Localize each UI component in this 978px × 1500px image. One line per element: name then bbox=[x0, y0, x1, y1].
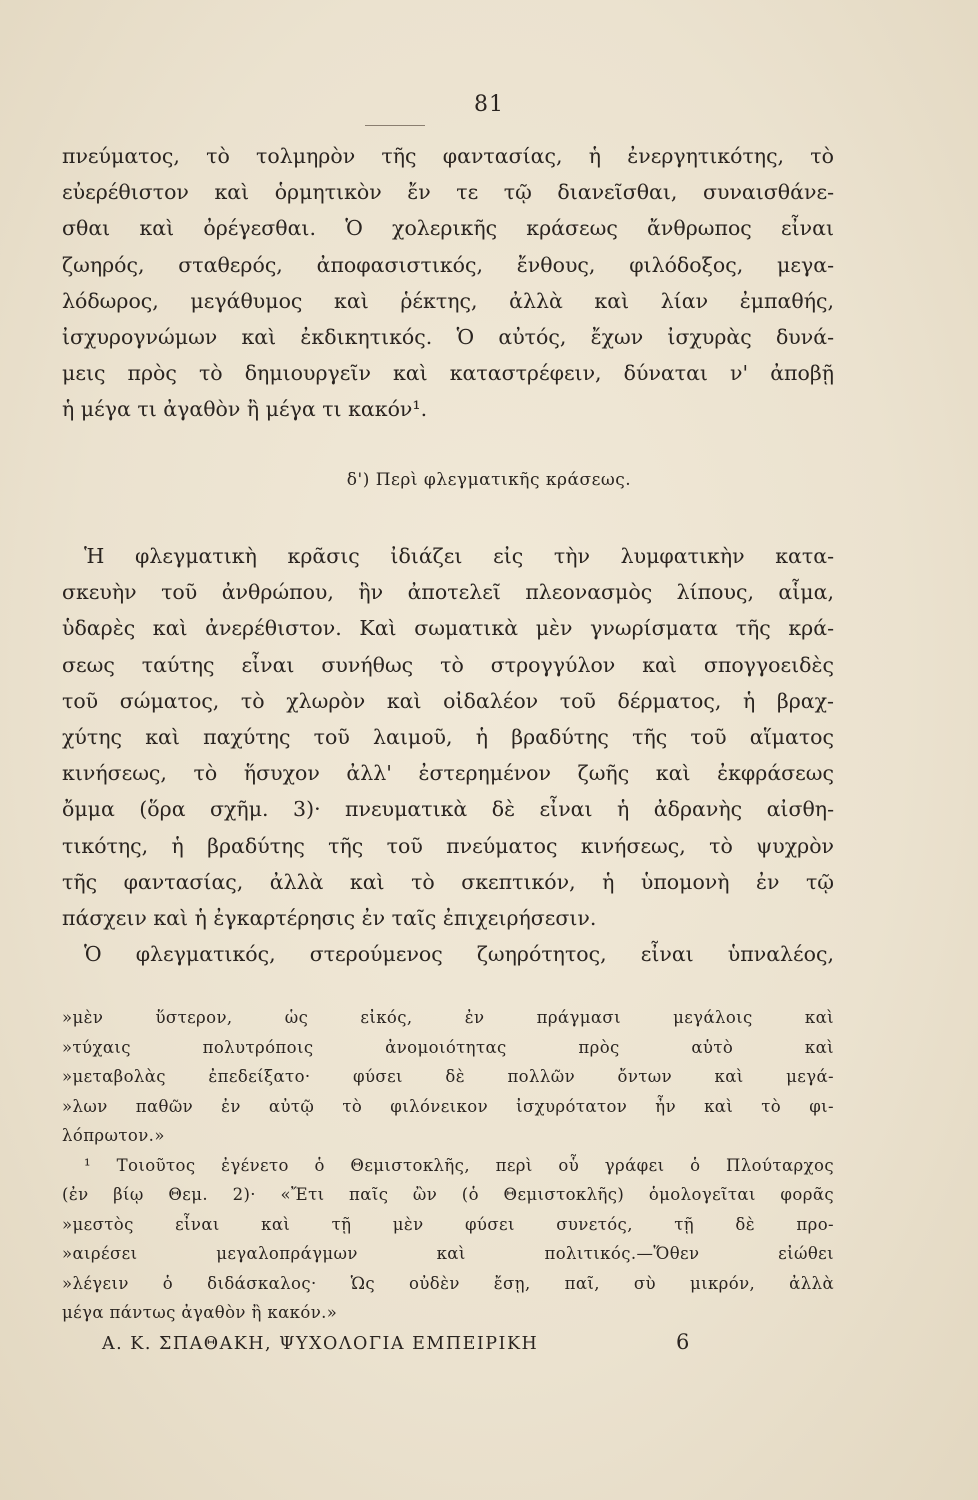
text-line: Ἡ φλεγματικὴ κρᾶσις ἰδιάζει εἰς τὴν λυμφατικὴν κατα- bbox=[84, 544, 834, 568]
footnote-block bbox=[62, 1003, 834, 1328]
text-line: ὑδαρὲς καὶ ἀνερέθιστον. Καὶ σωματικὰ μὲν γνωρίσματα τῆς κρά- bbox=[62, 616, 834, 641]
page-number: 81 bbox=[474, 92, 504, 117]
text-line: πνεύματος, τὸ τολμηρὸν τῆς φαντασίας, ἡ ἐνεργητικότης, τὸ bbox=[62, 144, 834, 168]
paragraph-1 bbox=[62, 138, 834, 428]
text-line: τῆς φαντασίας, ἀλλὰ καὶ τὸ σκεπτικόν, ἡ ὑπομονὴ ἐν τῷ bbox=[62, 869, 834, 894]
text-line: λόδωρος, μεγάθυμος καὶ ῥέκτης, ἀλλὰ καὶ λίαν ἐμπαθής, bbox=[62, 288, 834, 313]
footnote-line: λόπρωτον.» bbox=[62, 1126, 165, 1145]
paragraph-3-first-line: Ὁ φλεγματικός, στερούμενος ζωηρότητος, εἶναι ὑπναλέος, bbox=[84, 942, 834, 967]
footnote-line: »μεστὸς εἶναι καὶ τῇ μὲν φύσει συνετός, τῇ δὲ προ- bbox=[62, 1214, 834, 1234]
section-heading: δ') Περὶ φλεγματικῆς κράσεως. bbox=[346, 470, 632, 490]
text-line: σεως ταύτης εἶναι συνήθως τὸ στρογγύλον καὶ σπογγοειδὲς bbox=[62, 652, 834, 677]
text-line: τοῦ σώματος, τὸ χλωρὸν καὶ οἰδαλέον τοῦ δέρματος, ἡ βραχ- bbox=[62, 688, 834, 713]
footnote-line: »αιρέσει μεγαλοπράγμων καὶ πολιτικός.—Ὅθεν εἰώθει bbox=[62, 1244, 834, 1263]
footnote-line: »μεταβολὰς ἐπεδείξατο· φύσει δὲ πολλῶν ὄντων καὶ μεγά- bbox=[62, 1067, 834, 1086]
text-line: σθαι καὶ ὀρέγεσθαι. Ὁ χολερικῆς κράσεως ἄνθρωπος εἶναι bbox=[62, 216, 834, 241]
footnote-line: »τύχαις πολυτρόποις ἀνομοιότητας πρὸς αὑτὸ καὶ bbox=[62, 1037, 834, 1057]
paragraph-2 bbox=[62, 538, 834, 972]
footer-signature: Α. Κ. ΣΠΑΘΑΚΗ, ΨΥΧΟΛΟΓΙΑ ΕΜΠΕΙΡΙΚΗ bbox=[102, 1334, 539, 1354]
text-line: ἰσχυρογνώμων καὶ ἐκδικητικός. Ὁ αὐτός, ἔχων ἰσχυρὰς δυνά- bbox=[62, 324, 834, 349]
footnote-line: ¹ Τοιοῦτος ἐγένετο ὁ Θεμιστοκλῆς, περὶ οὗ γράφει ὁ Πλούταρχος bbox=[84, 1155, 834, 1175]
text-line: σκευὴν τοῦ ἀνθρώπου, ἣν ἀποτελεῖ πλεονασμὸς λίπους, αἷμα, bbox=[62, 580, 834, 605]
text-line: εὐερέθιστον καὶ ὁρμητικὸν ἔν τε τῷ διανεῖσθαι, συναισθάνε- bbox=[62, 180, 834, 205]
text-line: ὄμμα (ὅρα σχῆμ. 3)· πνευματικὰ δὲ εἶναι ἡ ἀδρανὴς αἰσθη- bbox=[62, 797, 834, 822]
text-line: κινήσεως, τὸ ἥσυχον ἀλλ' ἐστερημένον ζωῆς καὶ ἐκφράσεως bbox=[62, 761, 834, 786]
text-line: ἡ μέγα τι ἀγαθὸν ἢ μέγα τι κακόν¹. bbox=[62, 397, 428, 422]
footnote-line: »λων παθῶν ἐν αὐτῷ τὸ φιλόνεικον ἰσχυρότατον ἦν καὶ τὸ φι- bbox=[62, 1096, 834, 1116]
text-line: τικότης, ἡ βραδύτης τῆς τοῦ πνεύματος κινήσεως, τὸ ψυχρὸν bbox=[62, 833, 834, 858]
signature-number: 6 bbox=[676, 1330, 690, 1354]
text-line: πάσχειν καὶ ἡ ἐγκαρτέρησις ἐν ταῖς ἐπιχειρήσεσιν. bbox=[62, 905, 597, 930]
footnote-line: μέγα πάντως ἀγαθὸν ἢ κακόν.» bbox=[62, 1303, 338, 1322]
footnote-line: »λέγειν ὁ διδάσκαλος· Ὡς οὐδὲν ἔσῃ, παῖ, σὺ μικρόν, ἀλλὰ bbox=[62, 1273, 834, 1293]
text-line: μεις πρὸς τὸ δημιουργεῖν καὶ καταστρέφειν, δύναται ν' ἀποβῇ bbox=[62, 361, 834, 386]
text-line: ζωηρός, σταθερός, ἀποφασιστικός, ἔνθους, φιλόδοξος, μεγα- bbox=[62, 252, 834, 277]
footnote-line: (ἐν βίῳ Θεμ. 2)· «Ἔτι παῖς ὢν (ὁ Θεμιστοκλῆς) ὁμολογεῖται φορᾶς bbox=[62, 1185, 834, 1204]
footnote-line: »μὲν ὕστερον, ὡς εἰκός, ἐν πράγμασι μεγάλοις καὶ bbox=[62, 1008, 834, 1027]
page-number-rule bbox=[365, 125, 425, 126]
text-line: χύτης καὶ παχύτης τοῦ λαιμοῦ, ἡ βραδύτης τῆς τοῦ αἵματος bbox=[62, 724, 834, 749]
